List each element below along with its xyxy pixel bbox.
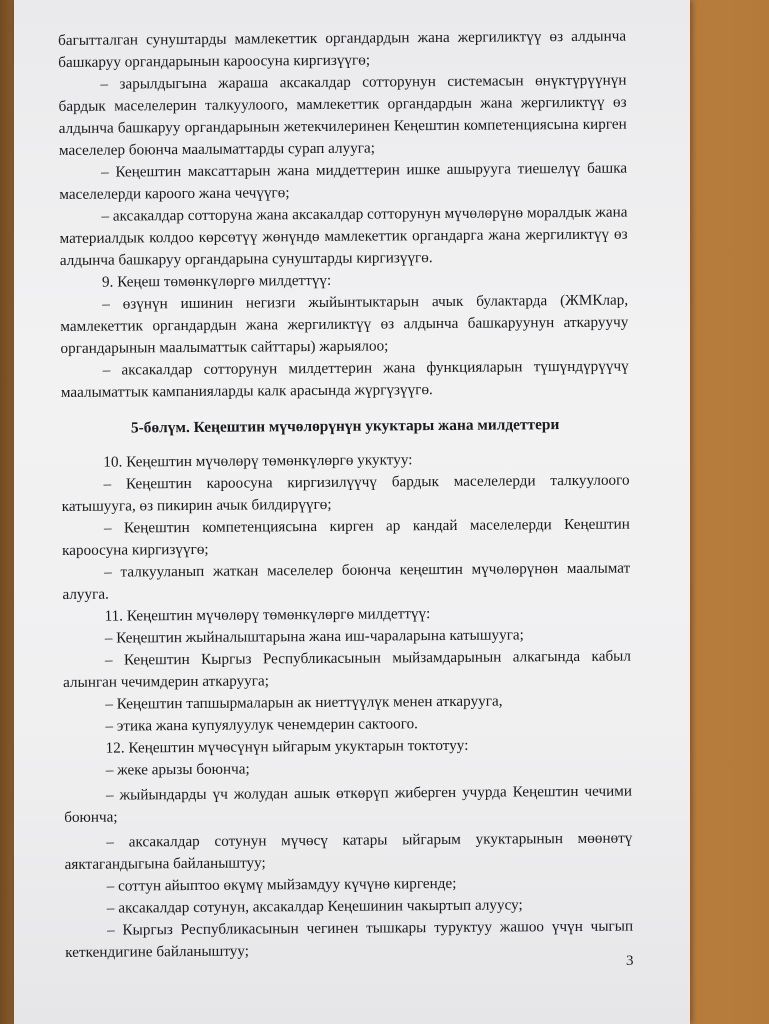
paragraph: – Кеңештин тапшырмаларын ак ниеттүүлүк менен аткарууга, — [105, 692, 503, 713]
paragraph: – аксакалдар сотторунун милдеттерин жана функцияларын түшүндүрүүчү маалыматтык кампанияларды калк арасында жүргүзүүгө. — [60, 357, 629, 401]
paragraph: – Кыргыз Республикасынын чегинен тышкары туруктуу жашоо үчүн чыгып кеткендигине байланыштуу; — [65, 917, 634, 961]
document-page — [14, 0, 690, 1024]
clause-10-heading: 10. Кеңештин мүчөлөрү төмөнкүлөргө укуктуу: — [103, 451, 413, 471]
paragraph: багытталган сунуштарды мамлекеттик органдардын жана жергиликтүү өз алдынча башкаруу органдарынын кароосуна киргизүүгө; — [58, 27, 627, 71]
document-body — [58, 26, 633, 964]
paragraph: – Кеңештин жыйналыштарына жана иш-чараларына катышууга; — [104, 626, 524, 647]
section-title: 5-бөлүм. Кеңештин мүчөлөрүнүн укуктары жана милдеттери — [130, 416, 560, 437]
clause-9-heading: 9. Кеңеш төмөнкүлөргө милдеттүү: — [101, 271, 332, 291]
clause-12-heading: 12. Кеңештин мүчөсүнүн ыйгарым укуктарын токтотуу: — [105, 736, 469, 757]
paragraph: – аксакалдар сотунун, аксакалдар Кеңешинин чакыртып алуусу; — [106, 896, 523, 917]
paragraph: – соттун айыптоо өкүмү мыйзамдуу күчүнө киргенде; — [106, 874, 457, 895]
paragraph: – талкууланып жаткан маселелер боюнча кеңештин мүчөлөрүнөн маалымат алууга. — [62, 559, 631, 603]
clause-11-heading: 11. Кеңештин мүчөлөрү төмөнкүлөргө милдеттүү: — [104, 605, 431, 625]
paragraph: – жеке арызы боюнча; — [105, 760, 250, 779]
paragraph: – Кеңештин Кыргыз Республикасынын мыйзамдарынын алкагында кабыл алынган чечимдерин аткарууга; — [63, 647, 632, 691]
page-number: 3 — [626, 953, 634, 969]
paragraph: – өзүнүн ишинин негизги жыйынтыктарын ачык булактарда (ЖМКлар, мамлекеттик органдардын жана жергиликтүү өз алдынча башкаруунун аткаруучу органдарынын маалыматтык сайттары) жарыялоо; — [60, 291, 629, 357]
paragraph: – Кеңештин компетенциясына кирген ар кандай маселелерди Кеңештин кароосуна киргизүүгө; — [62, 515, 630, 559]
paragraph: – зарылдыгына жараша аксакалдар сотторунун системасын өнүктүрүүнүн бардык маселелерин талкуулоого, мамлекеттик органдардын жана жергиликтүү өз алдынча башкаруу органдарынын жетекчилеринен Кеңештин компетенциясына кирген маселелер боюнча маалыматтарды сурап алууга; — [58, 71, 627, 159]
paragraph: – аксакалдар сотторуна жана аксакалдар сотторунун мүчөлөрүнө моралдык жана материалдык колдоо көрсөтүү жөнүндө мамлекеттик органдарга жана жергиликтүү өз алдынча башкаруу органдарына сунуштарды киргизүүгө. — [59, 203, 628, 269]
paragraph: – Кеңештин максаттарын жана миддеттерин ишке ашырууга тиешелүү башка маселелерди кароого жана чечүүгө; — [59, 159, 628, 203]
paragraph: – жыйындарды үч жолудан ашык өткөрүп жиберген учурда Кеңештин чечими боюнча; — [64, 782, 633, 826]
paragraph: – этика жана купуялуулук ченемдерин сактоого. — [105, 715, 419, 735]
paragraph: – аксакалдар сотунун мүчөсү катары ыйгарым укуктарынын мөөнөтү аяктагандыгына байланыштуу; — [64, 829, 633, 873]
paragraph: – Кеңештин кароосуна киргизилүүчү бардык маселелерди талкуулоого катышууга, өз пикирин ачык билдирүүгө; — [61, 471, 630, 515]
